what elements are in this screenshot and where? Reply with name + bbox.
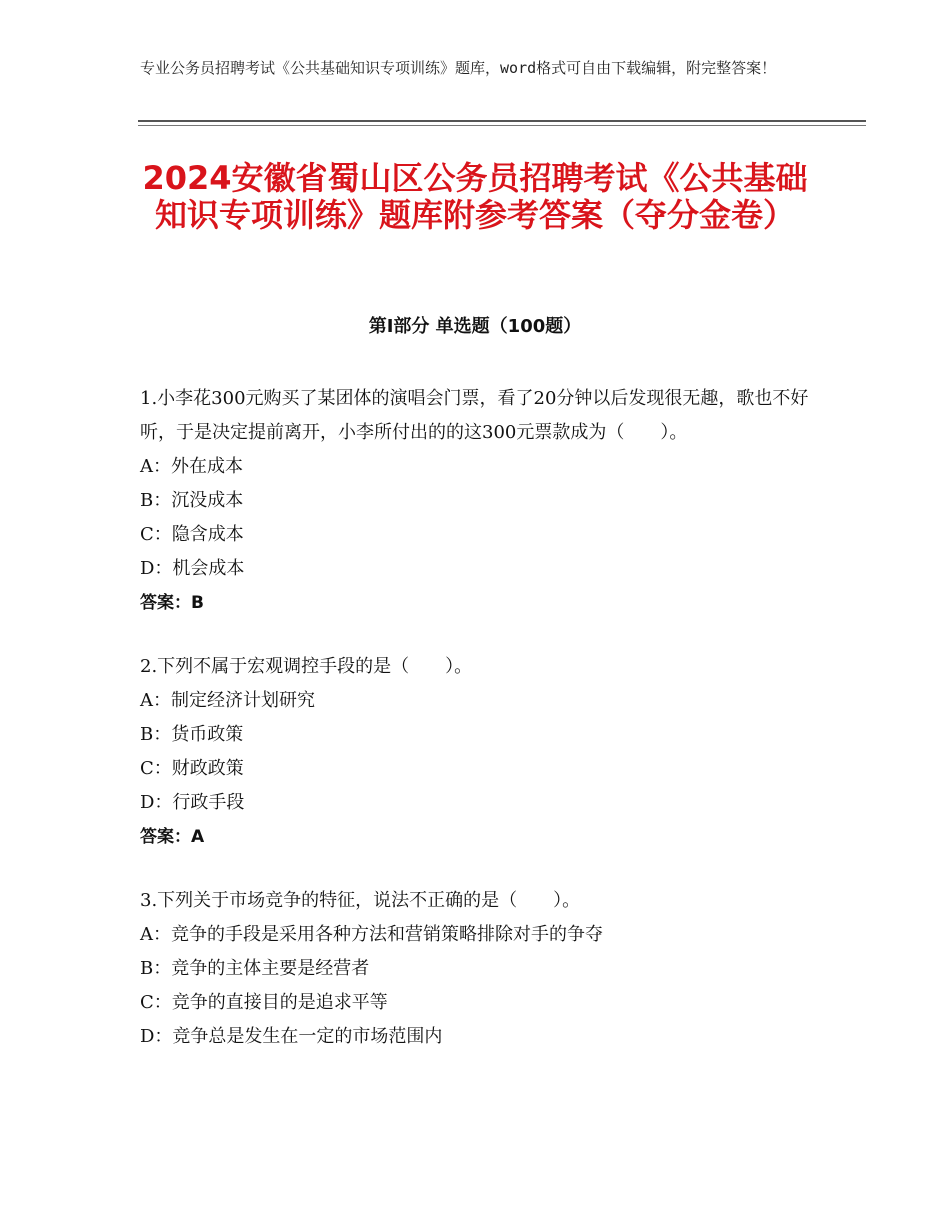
option-c: C：财政政策 [140, 758, 244, 779]
option-d: D：机会成本 [140, 558, 245, 579]
option-a: A：外在成本 [140, 456, 243, 477]
document-title: 2024安徽省蜀山区公务员招聘考试《公共基础知识专项训练》题库附参考答案（夺分金卷） [142, 159, 808, 234]
question-stem: 2.下列不属于宏观调控手段的是（ ）。 [140, 656, 473, 677]
option-b: B：沉没成本 [140, 490, 244, 511]
question-2 [140, 650, 820, 854]
header-divider-thin [138, 125, 866, 126]
option-c: C：竞争的直接目的是追求平等 [140, 992, 388, 1013]
option-a: A：竞争的手段是采用各种方法和营销策略排除对手的争夺 [140, 924, 603, 945]
option-d: D：行政手段 [140, 792, 245, 813]
question-stem: 1.小李花300元购买了某团体的演唱会门票，看了20分钟以后发现很无趣，歌也不好听，于是决定提前离开，小李所付出的的这300元票款成为（ ）。 [140, 388, 809, 443]
question-3 [140, 884, 820, 1054]
option-b: B：货币政策 [140, 724, 244, 745]
question-list [140, 382, 820, 1084]
header-divider-thick [138, 120, 866, 122]
option-c: C：隐含成本 [140, 524, 244, 545]
question-stem: 3.下列关于市场竞争的特征，说法不正确的是（ ）。 [140, 890, 581, 911]
question-1 [140, 382, 820, 620]
header-note: 专业公务员招聘考试《公共基础知识专项训练》题库，word格式可自由下载编辑，附完整答案！ [140, 59, 777, 77]
option-a: A：制定经济计划研究 [140, 690, 315, 711]
option-b: B：竞争的主体主要是经营者 [140, 958, 370, 979]
question-answer: 答案：B [140, 593, 204, 613]
section-title: 第Ⅰ部分 单选题（100题） [368, 316, 582, 337]
option-d: D：竞争总是发生在一定的市场范围内 [140, 1026, 443, 1047]
question-answer: 答案：A [140, 827, 205, 847]
